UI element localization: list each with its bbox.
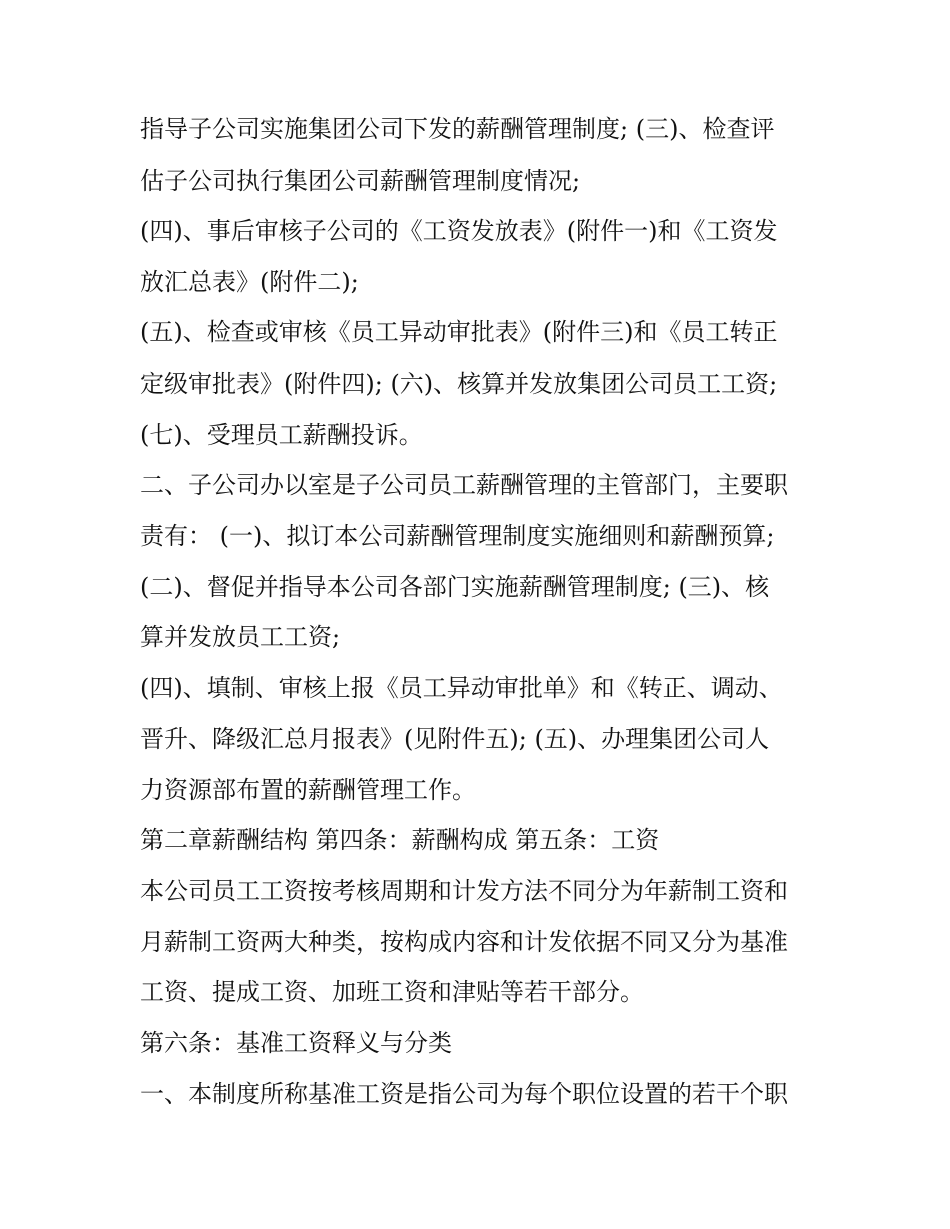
- section-heading-line: 第二章薪酬结构 第四条：薪酬构成 第五条：工资: [140, 826, 660, 854]
- section-heading-line: 第六条：基准工资释义与分类: [140, 1029, 452, 1057]
- text-line: 二、子公司办以室是子公司员工薪酬管理的主管部门，主要职: [140, 471, 788, 499]
- text-line: 力资源部布置的薪酬管理工作。: [140, 776, 476, 804]
- text-line: 责有： (一)、拟订本公司薪酬管理制度实施细则和薪酬预算;: [140, 522, 775, 550]
- text-line: 月薪制工资两大种类，按构成内容和计发依据不同又分为基准: [140, 928, 788, 956]
- text-line: 算并发放员工工资;: [140, 623, 341, 651]
- text-line: (四)、事后审核子公司的《工资发放表》(附件一)和《工资发: [140, 217, 778, 245]
- text-line: 工资、提成工资、加班工资和津贴等若干部分。: [140, 978, 644, 1006]
- text-line: (五)、检查或审核《员工异动审批表》(附件三)和《员工转正: [140, 318, 778, 346]
- text-line: 一、本制度所称基准工资是指公司为每个职位设置的若干个职: [140, 1080, 788, 1108]
- text-line: 放汇总表》(附件二);: [140, 268, 359, 296]
- text-line: (七)、受理员工薪酬投诉。: [140, 421, 423, 449]
- text-line: 晋升、降级汇总月报表》(见附件五); (五)、办理集团公司人: [140, 725, 770, 753]
- text-line: 定级审批表》(附件四); (六)、核算并发放集团公司员工工资;: [140, 370, 778, 398]
- text-line: (四)、填制、审核上报《员工异动审批单》和《转正、调动、: [140, 674, 783, 702]
- text-line: 本公司员工工资按考核周期和计发方法不同分为年薪制工资和: [140, 877, 788, 905]
- text-line: 指导子公司实施集团公司下发的薪酬管理制度; (三)、检查评: [140, 115, 775, 143]
- text-line: 估子公司执行集团公司薪酬管理制度情况;: [140, 167, 581, 195]
- text-line: (二)、督促并指导本公司各部门实施薪酬管理制度; (三)、核: [140, 573, 770, 601]
